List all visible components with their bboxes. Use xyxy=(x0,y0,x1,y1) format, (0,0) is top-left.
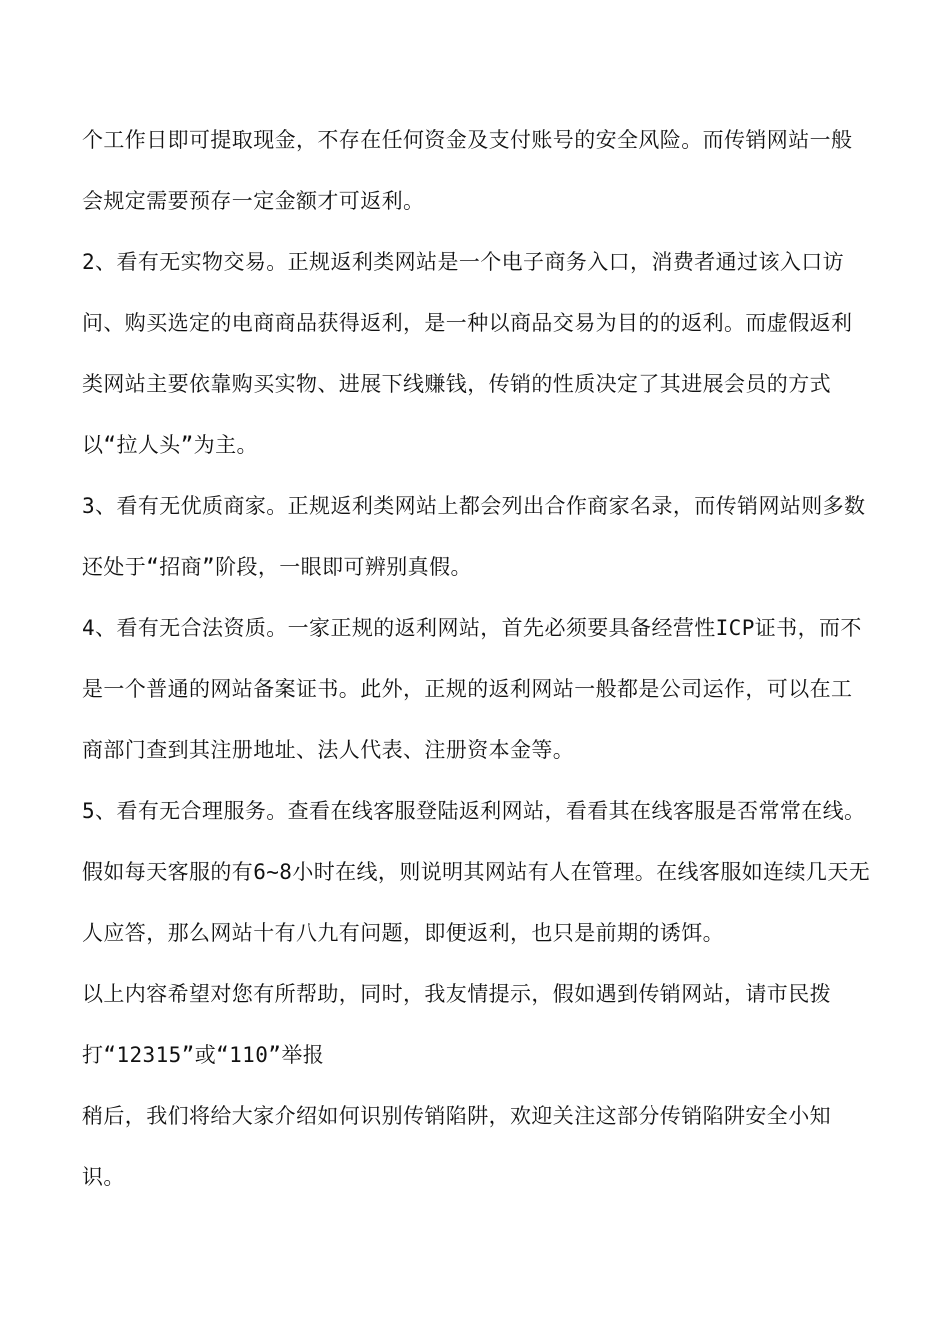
paragraph-legal-qualification: 4、看有无合法资质。一家正规的返利网站，首先必须要具备经营性ICP证书，而不是一个普通的网站备案证书。此外，正规的返利网站一般都是公司运作，可以在工商部门查到其注册地址、法人代表、注册资本金等。 xyxy=(82,616,862,762)
paragraph-quality-merchants: 3、看有无优质商家。正规返利类网站上都会列出合作商家名录，而传销网站则多数还处于“招商”阶段，一眼即可辨别真假。 xyxy=(82,494,866,579)
paragraph-withdrawal: 个工作日即可提取现金，不存在任何资金及支付账号的安全风险。而传销网站一般会规定需要预存一定金额才可返利。 xyxy=(82,128,853,213)
paragraph-report-hotline: 以上内容希望对您有所帮助，同时，我友情提示，假如遇到传销网站，请市民拨打“12315”或“110”举报 xyxy=(82,982,831,1067)
paragraph-reasonable-service: 5、看有无合理服务。查看在线客服登陆返利网站，看看其在线客服是否常常在线。假如每天客服的有6~8小时在线，则说明其网站有人在管理。在线客服如连续几天无人应答，那么网站十有八九有问题，即便返利，也只是前期的诱饵。 xyxy=(82,799,871,945)
paragraph-closing-note: 稍后，我们将给大家介绍如何识别传销陷阱，欢迎关注这部分传销陷阱安全小知识。 xyxy=(82,1104,831,1189)
document-body xyxy=(82,110,872,1208)
paragraph-physical-trade: 2、看有无实物交易。正规返利类网站是一个电子商务入口，消费者通过该入口访问、购买选定的电商商品获得返利，是一种以商品交易为目的的返利。而虚假返利类网站主要依靠购买实物、进展下线赚钱，传销的性质决定了其进展会员的方式以“拉人头”为主。 xyxy=(82,250,853,457)
